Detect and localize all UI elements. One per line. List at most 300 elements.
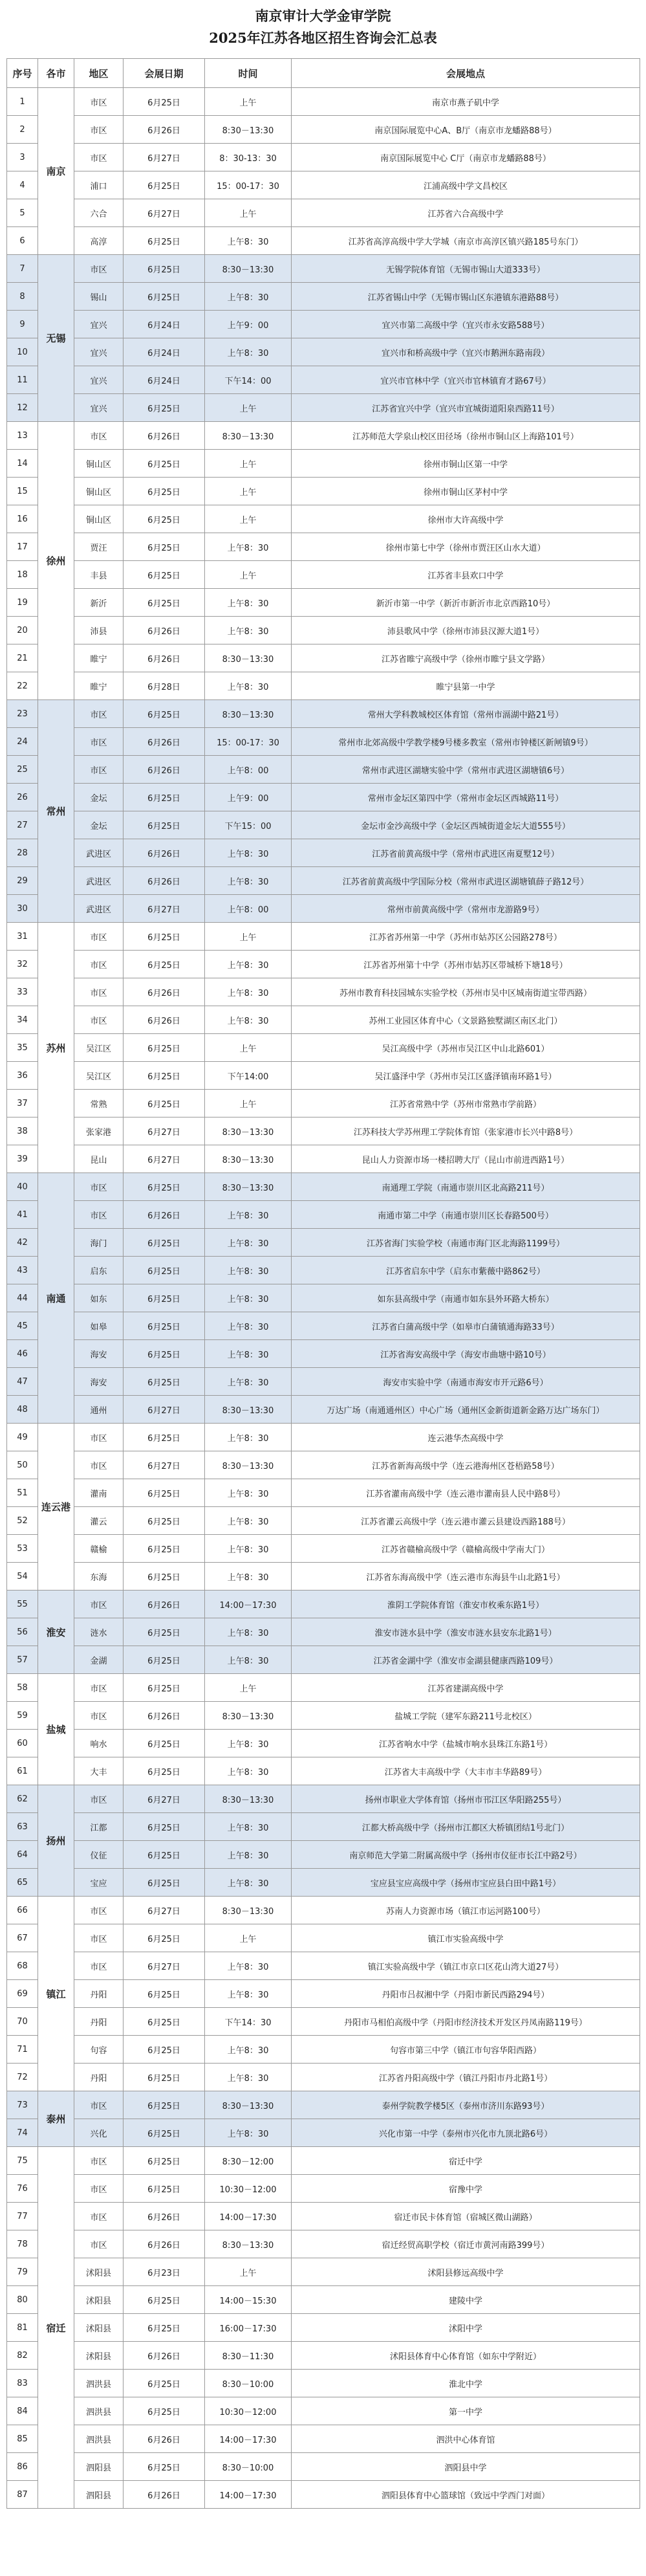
district-cell: 锡山 bbox=[74, 283, 124, 311]
row-index: 57 bbox=[7, 1646, 38, 1674]
district-cell: 市区 bbox=[74, 1897, 124, 1924]
row-index: 53 bbox=[7, 1535, 38, 1563]
date-cell: 6月24日 bbox=[124, 366, 205, 394]
time-cell: 上午8：30 bbox=[205, 867, 292, 895]
row-index: 54 bbox=[7, 1563, 38, 1591]
row-index: 47 bbox=[7, 1368, 38, 1396]
time-cell: 上午 bbox=[205, 561, 292, 589]
table-row bbox=[7, 255, 640, 283]
district-cell: 灌南 bbox=[74, 1479, 124, 1507]
row-index: 61 bbox=[7, 1757, 38, 1785]
date-cell: 6月28日 bbox=[124, 672, 205, 700]
row-index: 63 bbox=[7, 1813, 38, 1841]
district-cell: 泗洪县 bbox=[74, 2370, 124, 2397]
venue-cell: 万达广场（南通通州区）中心广场（通州区金新街道新金路万达广场东门） bbox=[292, 1396, 640, 1424]
date-cell: 6月26日 bbox=[124, 2425, 205, 2453]
district-cell: 江都 bbox=[74, 1813, 124, 1841]
table-body bbox=[7, 88, 640, 2509]
city-cell: 常州 bbox=[38, 700, 74, 923]
time-cell: 8:30－13:30 bbox=[205, 1451, 292, 1479]
district-cell: 市区 bbox=[74, 923, 124, 951]
date-cell: 6月27日 bbox=[124, 1117, 205, 1145]
date-cell: 6月25日 bbox=[124, 1368, 205, 1396]
time-cell: 上午8：30 bbox=[205, 617, 292, 644]
table-row bbox=[7, 1479, 640, 1507]
date-cell: 6月26日 bbox=[124, 422, 205, 450]
venue-cell: 句容市第三中学（镇江市句容华阳西路） bbox=[292, 2036, 640, 2064]
date-cell: 6月26日 bbox=[124, 2203, 205, 2230]
district-cell: 沭阳县 bbox=[74, 2286, 124, 2314]
district-cell: 铜山区 bbox=[74, 505, 124, 533]
time-cell: 16:00－17:30 bbox=[205, 2314, 292, 2342]
date-cell: 6月25日 bbox=[124, 2286, 205, 2314]
time-cell: 8:30－13:30 bbox=[205, 1117, 292, 1145]
district-cell: 市区 bbox=[74, 700, 124, 728]
table-row bbox=[7, 895, 640, 923]
time-cell: 8:30－13:30 bbox=[205, 1173, 292, 1201]
table-row bbox=[7, 1424, 640, 1451]
header-index: 序号 bbox=[7, 59, 38, 88]
district-cell: 宜兴 bbox=[74, 311, 124, 338]
district-cell: 金坛 bbox=[74, 811, 124, 839]
venue-cell: 南京国际展览中心 C厅（南京市龙蟠路88号） bbox=[292, 144, 640, 171]
time-cell: 10:30－12:00 bbox=[205, 2397, 292, 2425]
venue-cell: 江苏省灌南高级中学（连云港市灌南县人民中路8号） bbox=[292, 1479, 640, 1507]
district-cell: 六合 bbox=[74, 199, 124, 227]
row-index: 50 bbox=[7, 1451, 38, 1479]
date-cell: 6月25日 bbox=[124, 1674, 205, 1702]
city-cell: 盐城 bbox=[38, 1674, 74, 1785]
venue-cell: 江苏省高淳高级中学大学城（南京市高淳区镇兴路185号东门） bbox=[292, 227, 640, 255]
table-row bbox=[7, 2481, 640, 2509]
page-title: 南京审计大学金审学院 bbox=[255, 8, 391, 24]
time-cell: 8:30－13:30 bbox=[205, 116, 292, 144]
date-cell: 6月25日 bbox=[124, 1340, 205, 1368]
venue-cell: 苏州市教育科技园城东实验学校（苏州市吴中区城南街道宝带西路） bbox=[292, 978, 640, 1006]
time-cell: 上午8：30 bbox=[205, 1229, 292, 1257]
time-cell: 8:30－12:00 bbox=[205, 2147, 292, 2175]
table-row bbox=[7, 672, 640, 700]
table-row bbox=[7, 784, 640, 811]
venue-cell: 常州市武进区湖塘实验中学（常州市武进区湖塘镇6号） bbox=[292, 756, 640, 784]
table-row bbox=[7, 951, 640, 978]
row-index: 36 bbox=[7, 1062, 38, 1090]
venue-cell: 宝应县宝应高级中学（扬州市宝应县白田中路1号） bbox=[292, 1869, 640, 1897]
city-cell: 连云港 bbox=[38, 1424, 74, 1591]
date-cell: 6月25日 bbox=[124, 1034, 205, 1062]
date-cell: 6月25日 bbox=[124, 1646, 205, 1674]
district-cell: 如皋 bbox=[74, 1312, 124, 1340]
time-cell: 上午8：30 bbox=[205, 1563, 292, 1591]
table-row bbox=[7, 1757, 640, 1785]
venue-cell: 镇江市实验高级中学 bbox=[292, 1924, 640, 1952]
venue-cell: 徐州市第七中学（徐州市贾汪区山水大道） bbox=[292, 533, 640, 561]
time-cell: 上午8：30 bbox=[205, 1618, 292, 1646]
time-cell: 上午8：30 bbox=[205, 1201, 292, 1229]
district-cell: 金坛 bbox=[74, 784, 124, 811]
date-cell: 6月25日 bbox=[124, 1090, 205, 1117]
venue-cell: 江苏省丹阳高级中学（镇江丹阳市丹北路1号） bbox=[292, 2064, 640, 2091]
district-cell: 市区 bbox=[74, 2175, 124, 2203]
time-cell: 上午8：30 bbox=[205, 1730, 292, 1757]
district-cell: 睢宁 bbox=[74, 672, 124, 700]
venue-cell: 泗阳县体育中心篮球馆（致远中学西门对面） bbox=[292, 2481, 640, 2509]
table-row bbox=[7, 1257, 640, 1284]
table-row bbox=[7, 505, 640, 533]
district-cell: 市区 bbox=[74, 1674, 124, 1702]
row-index: 11 bbox=[7, 366, 38, 394]
date-cell: 6月25日 bbox=[124, 1535, 205, 1563]
venue-cell: 江苏省海门实验学校（南通市海门区北海路1199号） bbox=[292, 1229, 640, 1257]
venue-cell: 徐州市大许高级中学 bbox=[292, 505, 640, 533]
date-cell: 6月25日 bbox=[124, 2397, 205, 2425]
table-row bbox=[7, 1062, 640, 1090]
venue-cell: 丹阳市吕叔湘中学（丹阳市新民西路294号） bbox=[292, 1980, 640, 2008]
date-cell: 6月26日 bbox=[124, 1702, 205, 1730]
district-cell: 宜兴 bbox=[74, 338, 124, 366]
time-cell: 上午8：30 bbox=[205, 1284, 292, 1312]
time-cell: 14:00－17:30 bbox=[205, 2425, 292, 2453]
time-cell: 8:30－11:30 bbox=[205, 2342, 292, 2370]
row-index: 79 bbox=[7, 2258, 38, 2286]
date-cell: 6月25日 bbox=[124, 1479, 205, 1507]
row-index: 45 bbox=[7, 1312, 38, 1340]
time-cell: 上午8：30 bbox=[205, 1535, 292, 1563]
venue-cell: 南京师范大学第二附属高级中学（扬州市仪征市长江中路2号） bbox=[292, 1841, 640, 1869]
date-cell: 6月27日 bbox=[124, 1451, 205, 1479]
table-row bbox=[7, 2342, 640, 2370]
time-cell: 上午8：00 bbox=[205, 756, 292, 784]
district-cell: 丹阳 bbox=[74, 1980, 124, 2008]
table-row bbox=[7, 2175, 640, 2203]
date-cell: 6月26日 bbox=[124, 1006, 205, 1034]
time-cell: 上午8：30 bbox=[205, 1757, 292, 1785]
time-cell: 8:30－13:30 bbox=[205, 1897, 292, 1924]
district-cell: 丹阳 bbox=[74, 2064, 124, 2091]
time-cell: 上午 bbox=[205, 1924, 292, 1952]
row-index: 1 bbox=[7, 88, 38, 116]
row-index: 75 bbox=[7, 2147, 38, 2175]
date-cell: 6月25日 bbox=[124, 227, 205, 255]
time-cell: 上午 bbox=[205, 505, 292, 533]
district-cell: 宜兴 bbox=[74, 366, 124, 394]
row-index: 30 bbox=[7, 895, 38, 923]
district-cell: 市区 bbox=[74, 88, 124, 116]
table-row bbox=[7, 2147, 640, 2175]
table-row bbox=[7, 2036, 640, 2064]
venue-cell: 江苏省白蒲高级中学（如皋市白蒲镇通海路33号） bbox=[292, 1312, 640, 1340]
district-cell: 市区 bbox=[74, 1785, 124, 1813]
date-cell: 6月23日 bbox=[124, 2258, 205, 2286]
venue-cell: 南京市燕子矶中学 bbox=[292, 88, 640, 116]
venue-cell: 宿迁中学 bbox=[292, 2147, 640, 2175]
row-index: 68 bbox=[7, 1952, 38, 1980]
row-index: 70 bbox=[7, 2008, 38, 2036]
venue-cell: 宜兴市和桥高级中学（宜兴市鹅洲东路南段） bbox=[292, 338, 640, 366]
date-cell: 6月27日 bbox=[124, 1145, 205, 1173]
venue-cell: 如东县高级中学（南通市如东县外环路大桥东） bbox=[292, 1284, 640, 1312]
date-cell: 6月25日 bbox=[124, 2147, 205, 2175]
venue-cell: 江浦高级中学文昌校区 bbox=[292, 171, 640, 199]
row-index: 27 bbox=[7, 811, 38, 839]
time-cell: 14:00－17:30 bbox=[205, 2481, 292, 2509]
row-index: 71 bbox=[7, 2036, 38, 2064]
table-header-row bbox=[7, 59, 640, 88]
time-cell: 上午 bbox=[205, 394, 292, 422]
district-cell: 沛县 bbox=[74, 617, 124, 644]
table-row bbox=[7, 478, 640, 505]
date-cell: 6月25日 bbox=[124, 1507, 205, 1535]
venue-cell: 泰州学院教学楼5区（泰州市济川东路93号） bbox=[292, 2091, 640, 2119]
venue-cell: 常州大学科教城校区体育馆（常州市滆湖中路21号） bbox=[292, 700, 640, 728]
district-cell: 市区 bbox=[74, 951, 124, 978]
time-cell: 14:00－17:30 bbox=[205, 1591, 292, 1618]
district-cell: 睢宁 bbox=[74, 644, 124, 672]
row-index: 25 bbox=[7, 756, 38, 784]
table-row bbox=[7, 1284, 640, 1312]
district-cell: 张家港 bbox=[74, 1117, 124, 1145]
table-row bbox=[7, 1897, 640, 1924]
venue-cell: 吴江高级中学（苏州市吴江区中山北路601） bbox=[292, 1034, 640, 1062]
time-cell: 上午8：30 bbox=[205, 1424, 292, 1451]
row-index: 86 bbox=[7, 2453, 38, 2481]
table-row bbox=[7, 1117, 640, 1145]
fair-schedule-table bbox=[6, 58, 640, 2509]
time-cell: 上午 bbox=[205, 478, 292, 505]
date-cell: 6月25日 bbox=[124, 1618, 205, 1646]
venue-cell: 江苏省东海高级中学（连云港市东海县牛山北路1号） bbox=[292, 1563, 640, 1591]
venue-cell: 江苏省灌云高级中学（连云港市灌云县建设西路188号） bbox=[292, 1507, 640, 1535]
time-cell: 上午 bbox=[205, 88, 292, 116]
venue-cell: 建陵中学 bbox=[292, 2286, 640, 2314]
district-cell: 宜兴 bbox=[74, 394, 124, 422]
table-row bbox=[7, 589, 640, 617]
row-index: 13 bbox=[7, 422, 38, 450]
row-index: 43 bbox=[7, 1257, 38, 1284]
time-cell: 上午 bbox=[205, 2258, 292, 2286]
date-cell: 6月26日 bbox=[124, 978, 205, 1006]
venue-cell: 江苏省丰县欢口中学 bbox=[292, 561, 640, 589]
row-index: 35 bbox=[7, 1034, 38, 1062]
table-row bbox=[7, 1312, 640, 1340]
date-cell: 6月25日 bbox=[124, 2453, 205, 2481]
time-cell: 上午8：30 bbox=[205, 1368, 292, 1396]
table-row bbox=[7, 1229, 640, 1257]
date-cell: 6月25日 bbox=[124, 589, 205, 617]
time-cell: 8:30－13:30 bbox=[205, 255, 292, 283]
district-cell: 市区 bbox=[74, 1424, 124, 1451]
district-cell: 市区 bbox=[74, 1451, 124, 1479]
time-cell: 上午8：30 bbox=[205, 1813, 292, 1841]
row-index: 26 bbox=[7, 784, 38, 811]
table-row bbox=[7, 1090, 640, 1117]
time-cell: 8:30－10:00 bbox=[205, 2453, 292, 2481]
table-row bbox=[7, 1646, 640, 1674]
date-cell: 6月25日 bbox=[124, 533, 205, 561]
district-cell: 东海 bbox=[74, 1563, 124, 1591]
table-row bbox=[7, 2370, 640, 2397]
district-cell: 吴江区 bbox=[74, 1034, 124, 1062]
table-row bbox=[7, 2119, 640, 2147]
time-cell: 上午9：00 bbox=[205, 311, 292, 338]
venue-cell: 沛县歌风中学（徐州市沛县汉源大道1号） bbox=[292, 617, 640, 644]
district-cell: 新沂 bbox=[74, 589, 124, 617]
city-cell: 扬州 bbox=[38, 1785, 74, 1897]
row-index: 4 bbox=[7, 171, 38, 199]
time-cell: 上午8：00 bbox=[205, 895, 292, 923]
header-date: 会展日期 bbox=[124, 59, 205, 88]
time-cell: 上午8：30 bbox=[205, 227, 292, 255]
district-cell: 启东 bbox=[74, 1257, 124, 1284]
venue-cell: 常州市前黄高级中学（常州市龙游路9号） bbox=[292, 895, 640, 923]
date-cell: 6月25日 bbox=[124, 2091, 205, 2119]
district-cell: 灌云 bbox=[74, 1507, 124, 1535]
table-row bbox=[7, 644, 640, 672]
date-cell: 6月25日 bbox=[124, 171, 205, 199]
time-cell: 14:00－17:30 bbox=[205, 2203, 292, 2230]
venue-cell: 南京国际展览中心A、B厅（南京市龙蟠路88号） bbox=[292, 116, 640, 144]
row-index: 82 bbox=[7, 2342, 38, 2370]
table-row bbox=[7, 1507, 640, 1535]
table-row bbox=[7, 1145, 640, 1173]
row-index: 20 bbox=[7, 617, 38, 644]
district-cell: 泗阳县 bbox=[74, 2481, 124, 2509]
venue-cell: 江苏省前黄高级中学（常州市武进区南夏墅12号） bbox=[292, 839, 640, 867]
venue-cell: 南通理工学院（南通市崇川区北高路211号） bbox=[292, 1173, 640, 1201]
time-cell: 上午 bbox=[205, 1034, 292, 1062]
row-index: 42 bbox=[7, 1229, 38, 1257]
table-row bbox=[7, 1702, 640, 1730]
time-cell: 上午8：30 bbox=[205, 283, 292, 311]
time-cell: 8:30－13:30 bbox=[205, 1145, 292, 1173]
table-row bbox=[7, 867, 640, 895]
row-index: 32 bbox=[7, 951, 38, 978]
time-cell: 上午8：30 bbox=[205, 2064, 292, 2091]
table-row bbox=[7, 839, 640, 867]
district-cell: 涟水 bbox=[74, 1618, 124, 1646]
time-cell: 15：00-17：30 bbox=[205, 171, 292, 199]
date-cell: 6月27日 bbox=[124, 144, 205, 171]
venue-cell: 江苏省赣榆高级中学（赣榆高级中学南大门） bbox=[292, 1535, 640, 1563]
venue-cell: 宿迁经贸高职学校（宿迁市黄河南路399号） bbox=[292, 2230, 640, 2258]
date-cell: 6月25日 bbox=[124, 1924, 205, 1952]
table-row bbox=[7, 450, 640, 478]
table-row bbox=[7, 1980, 640, 2008]
row-index: 34 bbox=[7, 1006, 38, 1034]
header-time: 时间 bbox=[205, 59, 292, 88]
time-cell: 上午9：00 bbox=[205, 784, 292, 811]
date-cell: 6月25日 bbox=[124, 1841, 205, 1869]
district-cell: 铜山区 bbox=[74, 450, 124, 478]
time-cell: 下午14：30 bbox=[205, 2008, 292, 2036]
table-row bbox=[7, 1952, 640, 1980]
time-cell: 8:30－13:30 bbox=[205, 644, 292, 672]
city-cell: 苏州 bbox=[38, 923, 74, 1173]
row-index: 40 bbox=[7, 1173, 38, 1201]
date-cell: 6月26日 bbox=[124, 728, 205, 756]
row-index: 23 bbox=[7, 700, 38, 728]
time-cell: 上午8：30 bbox=[205, 978, 292, 1006]
venue-cell: 江苏师范大学泉山校区田径场（徐州市铜山区上海路101号） bbox=[292, 422, 640, 450]
table-row bbox=[7, 1730, 640, 1757]
row-index: 5 bbox=[7, 199, 38, 227]
row-index: 3 bbox=[7, 144, 38, 171]
time-cell: 上午8：30 bbox=[205, 951, 292, 978]
date-cell: 6月25日 bbox=[124, 1229, 205, 1257]
table-row bbox=[7, 978, 640, 1006]
date-cell: 6月26日 bbox=[124, 2481, 205, 2509]
time-cell: 下午15：00 bbox=[205, 811, 292, 839]
table-row bbox=[7, 2008, 640, 2036]
time-cell: 8:30－13:30 bbox=[205, 700, 292, 728]
date-cell: 6月25日 bbox=[124, 1173, 205, 1201]
row-index: 28 bbox=[7, 839, 38, 867]
date-cell: 6月25日 bbox=[124, 700, 205, 728]
venue-cell: 江苏省响水中学（盐城市响水县珠江东路1号） bbox=[292, 1730, 640, 1757]
date-cell: 6月25日 bbox=[124, 811, 205, 839]
table-row bbox=[7, 1201, 640, 1229]
date-cell: 6月25日 bbox=[124, 450, 205, 478]
table-row bbox=[7, 1173, 640, 1201]
district-cell: 市区 bbox=[74, 2230, 124, 2258]
date-cell: 6月25日 bbox=[124, 1757, 205, 1785]
row-index: 6 bbox=[7, 227, 38, 255]
venue-cell: 江苏省锡山中学（无锡市锡山区东港镇东港路88号） bbox=[292, 283, 640, 311]
table-row bbox=[7, 1591, 640, 1618]
venue-cell: 江苏省前黄高级中学国际分校（常州市武进区湖塘镇薛子路12号） bbox=[292, 867, 640, 895]
venue-cell: 江苏省启东中学（启东市紫薇中路862号） bbox=[292, 1257, 640, 1284]
district-cell: 市区 bbox=[74, 2147, 124, 2175]
time-cell: 8:30－13:30 bbox=[205, 1396, 292, 1424]
venue-cell: 宿迁市民卡体育馆（宿城区微山湖路） bbox=[292, 2203, 640, 2230]
time-cell: 8:30－13:30 bbox=[205, 1785, 292, 1813]
district-cell: 武进区 bbox=[74, 839, 124, 867]
venue-cell: 江苏省金湖中学（淮安市金湖县健康西路109号） bbox=[292, 1646, 640, 1674]
row-index: 85 bbox=[7, 2425, 38, 2453]
time-cell: 上午8：30 bbox=[205, 672, 292, 700]
time-cell: 上午8：30 bbox=[205, 1340, 292, 1368]
table-row bbox=[7, 88, 640, 116]
venue-cell: 江苏省苏州第一中学（苏州市姑苏区公园路278号） bbox=[292, 923, 640, 951]
row-index: 48 bbox=[7, 1396, 38, 1424]
table-row bbox=[7, 1841, 640, 1869]
row-index: 21 bbox=[7, 644, 38, 672]
table-row bbox=[7, 311, 640, 338]
venue-cell: 金坛市金沙高级中学（金坛区西城街道金坛大道555号） bbox=[292, 811, 640, 839]
time-cell: 上午 bbox=[205, 1090, 292, 1117]
venue-cell: 淮北中学 bbox=[292, 2370, 640, 2397]
city-cell: 泰州 bbox=[38, 2091, 74, 2147]
time-cell: 上午8：30 bbox=[205, 338, 292, 366]
header-venue: 会展地点 bbox=[292, 59, 640, 88]
date-cell: 6月25日 bbox=[124, 951, 205, 978]
time-cell: 8:30－13:30 bbox=[205, 2230, 292, 2258]
venue-cell: 江都大桥高级中学（扬州市江都区大桥镇团结1号北门） bbox=[292, 1813, 640, 1841]
time-cell: 上午8：30 bbox=[205, 1479, 292, 1507]
district-cell: 宝应 bbox=[74, 1869, 124, 1897]
date-cell: 6月26日 bbox=[124, 756, 205, 784]
district-cell: 市区 bbox=[74, 1702, 124, 1730]
table-row bbox=[7, 171, 640, 199]
row-index: 74 bbox=[7, 2119, 38, 2147]
row-index: 56 bbox=[7, 1618, 38, 1646]
time-cell: 上午8：30 bbox=[205, 1646, 292, 1674]
date-cell: 6月27日 bbox=[124, 1396, 205, 1424]
venue-cell: 盐城工学院（建军东路211号北校区） bbox=[292, 1702, 640, 1730]
date-cell: 6月25日 bbox=[124, 561, 205, 589]
time-cell: 14:00－15:30 bbox=[205, 2286, 292, 2314]
time-cell: 上午8：30 bbox=[205, 1869, 292, 1897]
